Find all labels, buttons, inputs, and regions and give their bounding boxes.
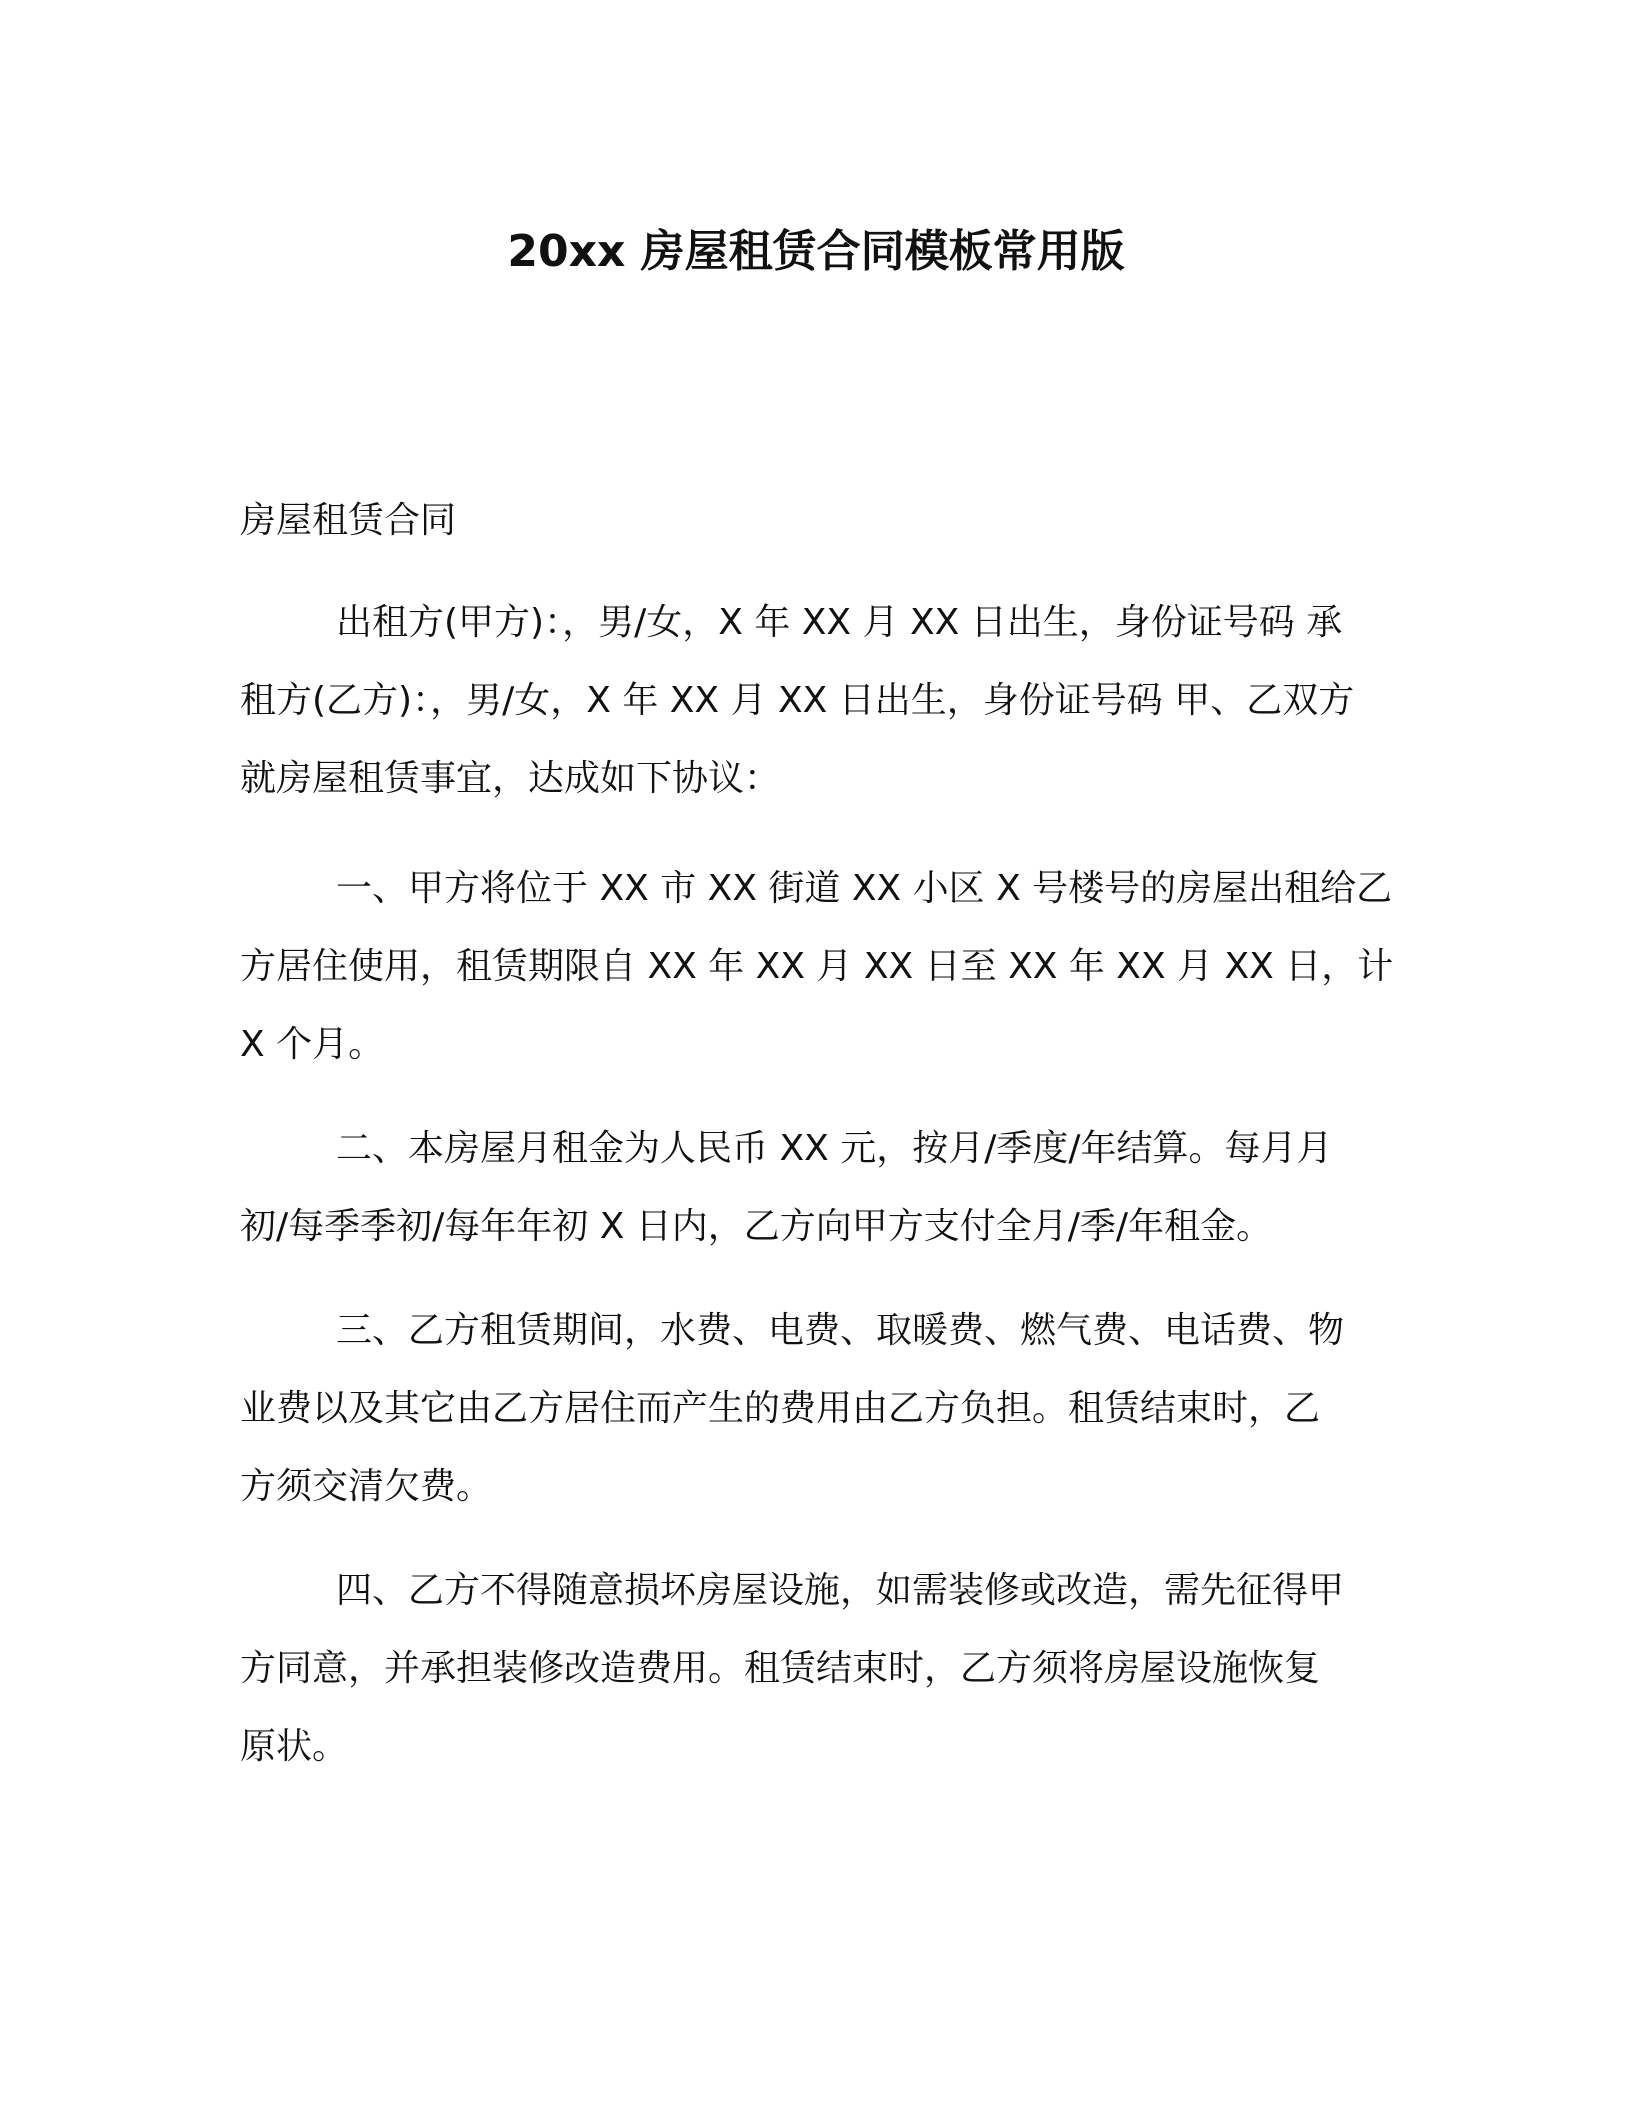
clause-1-paragraph xyxy=(240,850,1400,1084)
paragraph-line: 方同意，并承担装修改造费用。租赁结束时，乙方须将房屋设施恢复 xyxy=(240,1648,1321,1689)
paragraph-line: 出租方(甲方)：，男/女，X 年 XX 月 XX 日出生，身份证号码 承 xyxy=(336,602,1343,643)
contract-heading: 房屋租赁合同 xyxy=(240,500,457,541)
paragraph-line: 一、甲方将位于 XX 市 XX 街道 XX 小区 X 号楼号的房屋出租给乙 xyxy=(336,868,1393,909)
paragraph-line: 业费以及其它由乙方居住而产生的费用由乙方负担。租赁结束时，乙 xyxy=(240,1388,1321,1429)
paragraph-line: 三、乙方租赁期间，水费、电费、取暖费、燃气费、电话费、物 xyxy=(336,1310,1345,1351)
paragraph-line: 初/每季季初/每年年初 X 日内，乙方向甲方支付全月/季/年租金。 xyxy=(240,1206,1273,1247)
clause-2-paragraph xyxy=(240,1110,1400,1266)
paragraph-line: 原状。 xyxy=(240,1726,349,1767)
paragraph-line: 方须交清欠费。 xyxy=(240,1466,493,1507)
paragraph-line: X 个月。 xyxy=(240,1024,385,1065)
paragraph-line: 就房屋租赁事宜，达成如下协议： xyxy=(240,758,781,799)
paragraph-line: 四、乙方不得随意损坏房屋设施，如需装修或改造，需先征得甲 xyxy=(336,1570,1345,1611)
paragraph-line: 二、本房屋月租金为人民币 XX 元，按月/季度/年结算。每月月 xyxy=(336,1128,1333,1169)
document-title: 20xx 房屋租赁合同模板常用版 xyxy=(507,226,1125,277)
paragraph-line: 租方(乙方)：，男/女，X 年 XX 月 XX 日出生，身份证号码 甲、乙双方 xyxy=(240,680,1355,721)
clause-3-paragraph xyxy=(240,1292,1400,1526)
paragraph-line: 方居住使用，租赁期限自 XX 年 XX 月 XX 日至 XX 年 XX 月 XX 日，计 xyxy=(240,946,1394,987)
clause-4-paragraph xyxy=(240,1552,1400,1786)
parties-paragraph xyxy=(240,584,1400,818)
